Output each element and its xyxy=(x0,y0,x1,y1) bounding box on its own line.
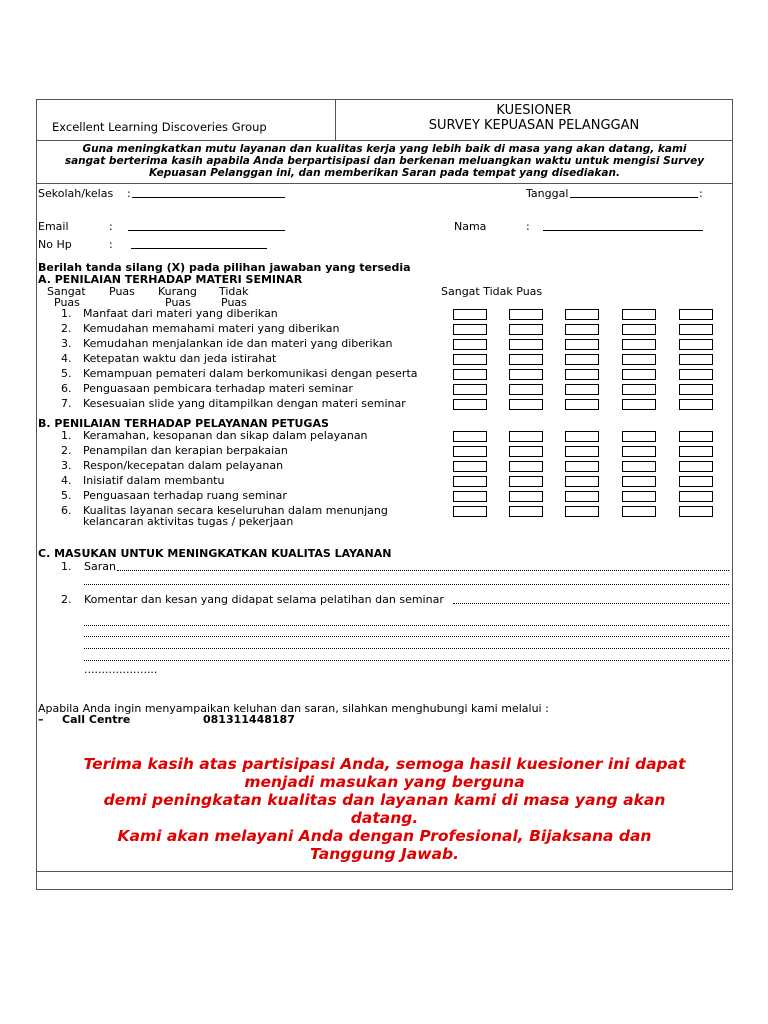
rating-box-4[interactable] xyxy=(622,446,656,457)
rating-box-2[interactable] xyxy=(509,461,543,472)
komentar-line-4[interactable] xyxy=(84,648,729,649)
phone-colon: : xyxy=(109,238,113,251)
item-text: Kemudahan menjalankan ide dan materi yang diberikan xyxy=(83,337,393,350)
rating-box-1[interactable] xyxy=(453,491,487,502)
rating-box-1[interactable] xyxy=(453,476,487,487)
item-text: Ketepatan waktu dan jeda istirahat xyxy=(83,352,277,365)
rating-box-4[interactable] xyxy=(622,399,656,410)
item-number: 4. xyxy=(61,474,72,487)
rating-box-5[interactable] xyxy=(679,461,713,472)
kuesioner-title: KUESIONER xyxy=(496,103,572,118)
rating-box-4[interactable] xyxy=(622,369,656,380)
scale-sangat: Sangat xyxy=(47,285,86,298)
rating-box-1[interactable] xyxy=(453,446,487,457)
name-input[interactable] xyxy=(543,221,703,235)
rating-box-5[interactable] xyxy=(679,309,713,320)
rating-box-3[interactable] xyxy=(565,491,599,502)
rating-box-2[interactable] xyxy=(509,431,543,442)
rating-box-5[interactable] xyxy=(679,354,713,365)
call-centre-number: 081311448187 xyxy=(203,713,295,726)
header-bottom-line xyxy=(37,140,732,141)
rating-box-5[interactable] xyxy=(679,384,713,395)
rating-box-1[interactable] xyxy=(453,431,487,442)
thanks-line-1: Terima kasih atas partisipasi Anda, semoga hasil kuesioner ini dapat xyxy=(83,755,686,773)
komentar-line-3[interactable] xyxy=(84,636,729,637)
rating-box-4[interactable] xyxy=(622,476,656,487)
section-b-item6-line2: kelancaran aktivitas tugas / pekerjaan xyxy=(83,515,294,528)
rating-box-4[interactable] xyxy=(622,506,656,517)
name-label: Nama xyxy=(454,220,487,233)
item-number: 5. xyxy=(61,367,72,380)
contact-bullet: – xyxy=(38,713,44,726)
rating-box-4[interactable] xyxy=(622,461,656,472)
contact-intro: Apabila Anda ingin menyampaikan keluhan dan saran, silahkan menghubungi kami melalui : xyxy=(38,702,549,715)
thanks-line-6: Tanggung Jawab. xyxy=(310,845,459,863)
email-input[interactable] xyxy=(128,221,285,235)
rating-box-2[interactable] xyxy=(509,369,543,380)
intro-line-1: Guna meningkatkan mutu layanan dan kualitas kerja yang lebih baik di masa yang akan datang, kami xyxy=(82,143,687,155)
item-number: 1. xyxy=(61,307,72,320)
komentar-label: Komentar dan kesan yang didapat selama pelatihan dan seminar xyxy=(84,593,444,606)
rating-box-3[interactable] xyxy=(565,476,599,487)
rating-box-5[interactable] xyxy=(679,446,713,457)
rating-box-2[interactable] xyxy=(509,476,543,487)
school-input[interactable] xyxy=(132,188,285,202)
date-colon: : xyxy=(699,187,703,200)
call-centre-label: Call Centre xyxy=(62,713,131,726)
rating-box-3[interactable] xyxy=(565,446,599,457)
rating-box-2[interactable] xyxy=(509,506,543,517)
saran-label: Saran xyxy=(84,560,116,573)
rating-box-2[interactable] xyxy=(509,446,543,457)
org-name: Excellent Learning Discoveries Group xyxy=(52,120,267,134)
scale-puas-d: Puas xyxy=(221,296,247,309)
rating-box-3[interactable] xyxy=(565,309,599,320)
date-label: Tanggal xyxy=(526,187,569,200)
item-number: 4. xyxy=(61,352,72,365)
rating-box-5[interactable] xyxy=(679,491,713,502)
rating-box-4[interactable] xyxy=(622,309,656,320)
thanks-line-2: menjadi masukan yang berguna xyxy=(244,773,525,791)
rating-box-4[interactable] xyxy=(622,491,656,502)
survey-title: SURVEY KEPUASAN PELANGGAN xyxy=(428,118,640,133)
phone-label: No Hp xyxy=(38,238,72,251)
rating-box-2[interactable] xyxy=(509,491,543,502)
scale-sangat-tidak-puas: Sangat Tidak Puas xyxy=(441,285,543,298)
section-c-title: C. MASUKAN UNTUK MENINGKATKAN KUALITAS LAYANAN xyxy=(38,547,392,560)
rating-box-1[interactable] xyxy=(453,384,487,395)
section-a-title: A. PENILAIAN TERHADAP MATERI SEMINAR xyxy=(38,273,303,286)
item-number: 3. xyxy=(61,337,72,350)
rating-box-5[interactable] xyxy=(679,399,713,410)
rating-box-5[interactable] xyxy=(679,369,713,380)
email-label: Email xyxy=(38,220,69,233)
intro-bottom-line xyxy=(37,183,732,184)
item-number: 3. xyxy=(61,459,72,472)
rating-box-2[interactable] xyxy=(509,339,543,350)
komentar-line-5[interactable] xyxy=(84,660,729,661)
rating-box-3[interactable] xyxy=(565,384,599,395)
section-b-title: B. PENILAIAN TERHADAP PELAYANAN PETUGAS xyxy=(38,417,329,430)
rating-box-5[interactable] xyxy=(679,506,713,517)
komentar-number: 2. xyxy=(61,593,72,606)
rating-box-3[interactable] xyxy=(565,339,599,350)
rating-box-4[interactable] xyxy=(622,384,656,395)
item-number: 6. xyxy=(61,382,72,395)
name-colon: : xyxy=(526,220,530,233)
scale-tidak: Tidak xyxy=(219,285,249,298)
item-text: Penguasaan pembicara terhadap materi seminar xyxy=(83,382,353,395)
item-text: Inisiatif dalam membantu xyxy=(83,474,225,487)
item-number: 2. xyxy=(61,444,72,457)
saran-line-1[interactable] xyxy=(117,570,729,571)
thanks-line-4: datang. xyxy=(350,809,419,827)
rating-box-5[interactable] xyxy=(679,324,713,335)
scale-puas-b: Puas xyxy=(109,285,135,298)
thanks-line-3: demi peningkatan kualitas dan layanan kami di masa yang akan xyxy=(103,791,666,809)
rating-box-2[interactable] xyxy=(509,354,543,365)
scale-kurang: Kurang xyxy=(158,285,197,298)
rating-box-3[interactable] xyxy=(565,399,599,410)
rating-box-3[interactable] xyxy=(565,324,599,335)
rating-box-4[interactable] xyxy=(622,431,656,442)
rating-box-4[interactable] xyxy=(622,354,656,365)
scale-puas-c: Puas xyxy=(165,296,191,309)
saran-line-2[interactable] xyxy=(84,584,729,585)
komentar-line-1[interactable] xyxy=(453,603,729,604)
rating-box-1[interactable] xyxy=(453,339,487,350)
school-label: Sekolah/kelas xyxy=(38,187,114,200)
intro-line-2: sangat berterima kasih apabila Anda berpartisipasi dan berkenan meluangkan waktu untuk mengisi Survey xyxy=(64,155,705,167)
item-text: Kualitas layanan secara keseluruhan dalam menunjang xyxy=(83,504,388,517)
komentar-line-2[interactable] xyxy=(84,625,729,626)
rating-box-5[interactable] xyxy=(679,476,713,487)
item-text: Respon/kecepatan dalam pelayanan xyxy=(83,459,284,472)
item-number: 1. xyxy=(61,429,72,442)
rating-box-1[interactable] xyxy=(453,506,487,517)
rating-box-3[interactable] xyxy=(565,506,599,517)
rating-box-3[interactable] xyxy=(565,369,599,380)
phone-input[interactable] xyxy=(131,239,267,253)
email-colon: : xyxy=(109,220,113,233)
item-text: Kesesuaian slide yang ditampilkan dengan materi seminar xyxy=(83,397,406,410)
thanks-line-5: Kami akan melayani Anda dengan Profesional, Bijaksana dan xyxy=(117,827,652,845)
rating-box-2[interactable] xyxy=(509,384,543,395)
footer-top-line xyxy=(37,871,732,872)
item-number: 5. xyxy=(61,489,72,502)
scale-puas-a: Puas xyxy=(54,296,80,309)
rating-box-2[interactable] xyxy=(509,399,543,410)
item-text: Penampilan dan kerapian berpakaian xyxy=(83,444,288,457)
date-input[interactable] xyxy=(570,188,698,202)
instruction: Berilah tanda silang (X) pada pilihan jawaban yang tersedia xyxy=(38,261,411,274)
rating-box-1[interactable] xyxy=(453,354,487,365)
rating-box-4[interactable] xyxy=(622,339,656,350)
rating-box-3[interactable] xyxy=(565,431,599,442)
rating-box-3[interactable] xyxy=(565,354,599,365)
item-number: 7. xyxy=(61,397,72,410)
intro-line-3: Kepuasan Pelanggan ini, dan memberikan Saran pada tempat yang disediakan. xyxy=(149,167,620,179)
item-text: Manfaat dari materi yang diberikan xyxy=(83,307,278,320)
item-text: Keramahan, kesopanan dan sikap dalam pelayanan xyxy=(83,429,368,442)
rating-box-1[interactable] xyxy=(453,461,487,472)
school-colon: : xyxy=(127,187,131,200)
rating-box-4[interactable] xyxy=(622,324,656,335)
rating-box-1[interactable] xyxy=(453,309,487,320)
rating-box-1[interactable] xyxy=(453,399,487,410)
rating-box-2[interactable] xyxy=(509,324,543,335)
rating-box-3[interactable] xyxy=(565,461,599,472)
item-text: Kemampuan pemateri dalam berkomunikasi dengan peserta xyxy=(83,367,418,380)
rating-box-1[interactable] xyxy=(453,369,487,380)
komentar-tail-dots: ..................... xyxy=(84,663,158,676)
item-text: Kemudahan memahami materi yang diberikan xyxy=(83,322,340,335)
rating-box-5[interactable] xyxy=(679,339,713,350)
item-text: Penguasaan terhadap ruang seminar xyxy=(83,489,287,502)
saran-number: 1. xyxy=(61,560,72,573)
rating-box-1[interactable] xyxy=(453,324,487,335)
rating-box-2[interactable] xyxy=(509,309,543,320)
item-number: 6. xyxy=(61,504,72,517)
rating-box-5[interactable] xyxy=(679,431,713,442)
item-number: 2. xyxy=(61,322,72,335)
